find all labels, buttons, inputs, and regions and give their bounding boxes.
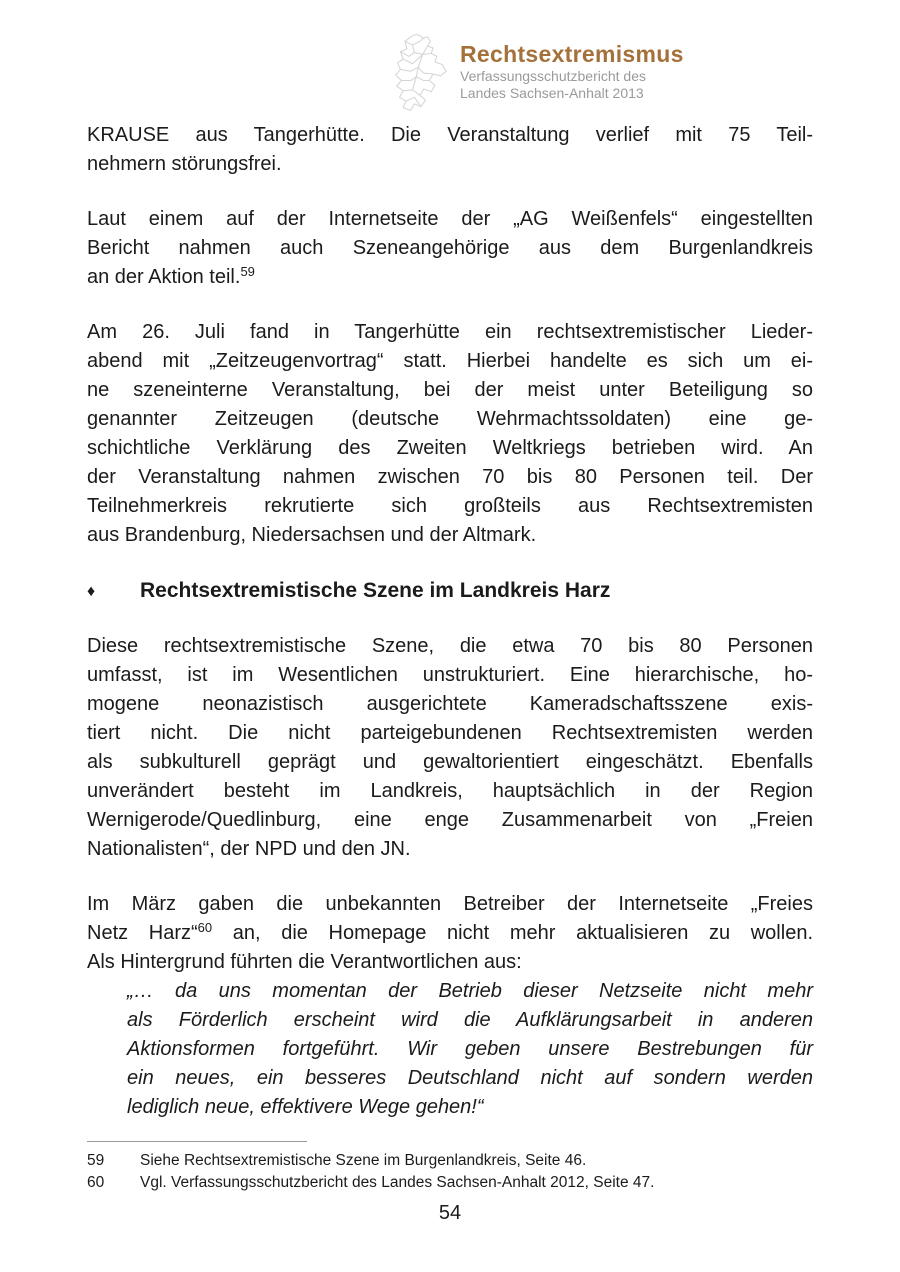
footnote-text: Vgl. Verfassungsschutzbericht des Landes Sachsen-Anhalt 2012, Seite 47. <box>140 1174 655 1191</box>
text-line: ne szeneinterne Veranstaltung, bei der meist unter Beteiligung so <box>87 379 813 401</box>
text-line: Teilnehmerkreis rekrutierte sich großteils aus Rechtsextremisten <box>87 495 813 517</box>
sachsen-anhalt-map-icon <box>392 32 448 116</box>
text-line: an der Aktion teil.$^{59}$ <box>87 264 255 288</box>
text-line: Bericht nahmen auch Szeneangehörige aus dem Burgenlandkreis <box>87 237 813 259</box>
paragraph <box>87 121 813 179</box>
footnote-text: Siehe Rechtsextremistische Szene im Burgenlandkreis, Seite 46. <box>140 1152 587 1169</box>
page-header <box>392 32 684 116</box>
paragraph <box>87 890 813 977</box>
text-line: Diese rechtsextremistische Szene, die etwa 70 bis 80 Personen <box>87 635 813 657</box>
text-line: Aktionsformen fortgeführt. Wir geben unsere Bestrebungen für <box>127 1038 813 1060</box>
text-line: als subkulturell geprägt und gewaltorientiert eingeschätzt. Ebenfalls <box>87 751 813 773</box>
paragraph <box>87 205 813 292</box>
text-line: schichtliche Verklärung des Zweiten Weltkriegs betrieben wird. An <box>87 437 813 459</box>
header-text <box>460 32 684 116</box>
text-line: mogene neonazistisch ausgerichtete Kameradschaftsszene exis- <box>87 693 813 715</box>
footnote-number: 60 <box>87 1174 105 1191</box>
text-line: ein neues, ein besseres Deutschland nicht auf sondern werden <box>127 1067 813 1089</box>
page-header-title: Rechtsextremismus <box>460 41 684 67</box>
text-line: abend mit „Zeitzeugenvortrag“ statt. Hierbei handelte es sich um ei- <box>87 350 813 372</box>
section-heading <box>87 576 813 606</box>
page-header-subtitle-line1: Verfassungsschutzbericht des <box>460 68 646 84</box>
text-line: Nationalisten“, der NPD und den JN. <box>87 838 411 860</box>
text-line: lediglich neue, effektivere Wege gehen!“ <box>127 1096 484 1118</box>
diamond-bullet-icon: ♦ <box>87 583 96 600</box>
paragraph <box>87 318 813 550</box>
text-line: genannter Zeitzeugen (deutsche Wehrmachtssoldaten) eine ge- <box>87 408 813 430</box>
text-line: der Veranstaltung nahmen zwischen 70 bis 80 Personen teil. Der <box>87 466 813 488</box>
section-heading-text: Rechtsextremistische Szene im Landkreis Harz <box>140 579 611 602</box>
text-line: als Förderlich erscheint wird die Aufklärungsarbeit in anderen <box>127 1009 813 1031</box>
text-line: aus Brandenburg, Niedersachsen und der Altmark. <box>87 524 537 546</box>
document-body <box>87 121 813 1122</box>
paragraph <box>87 632 813 864</box>
text-line: umfasst, ist im Wesentlichen unstrukturiert. Eine hierarchische, ho- <box>87 664 813 686</box>
footnote <box>87 1172 813 1194</box>
page-header-subtitle-line2: Landes Sachsen-Anhalt 2013 <box>460 85 644 101</box>
text-line: Im März gaben die unbekannten Betreiber der Internetseite „Freies <box>87 893 813 915</box>
text-line: Am 26. Juli fand in Tangerhütte ein rechtsextremistischer Lieder- <box>87 321 813 343</box>
text-line: Netz Harz“$^{60}$ an, die Homepage nicht mehr aktualisieren zu wollen. <box>87 920 813 944</box>
footnote-reference: 60 <box>197 920 213 935</box>
text-line: unverändert besteht im Landkreis, hauptsächlich in der Region <box>87 780 813 802</box>
page-number: 54 <box>438 1202 462 1224</box>
footnotes-section <box>87 1150 813 1194</box>
footnote-separator-rule <box>87 1141 307 1142</box>
footnote-number: 59 <box>87 1152 105 1169</box>
text-line: „… da uns momentan der Betrieb dieser Netzseite nicht mehr <box>127 980 813 1002</box>
text-line: nehmern störungsfrei. <box>87 153 282 175</box>
footnote-reference: 59 <box>240 264 255 279</box>
text-line: Laut einem auf der Internetseite der „AG Weißenfels“ eingestellten <box>87 208 813 230</box>
text-line: tiert nicht. Die nicht parteigebundenen Rechtsextremisten werden <box>87 722 813 744</box>
blockquote <box>127 977 813 1122</box>
text-line: Als Hintergrund führten die Verantwortlichen aus: <box>87 951 522 973</box>
text-line: Wernigerode/Quedlinburg, eine enge Zusammenarbeit von „Freien <box>87 809 813 831</box>
footnote <box>87 1150 813 1172</box>
text-line: KRAUSE aus Tangerhütte. Die Veranstaltung verlief mit 75 Teil- <box>87 124 813 146</box>
